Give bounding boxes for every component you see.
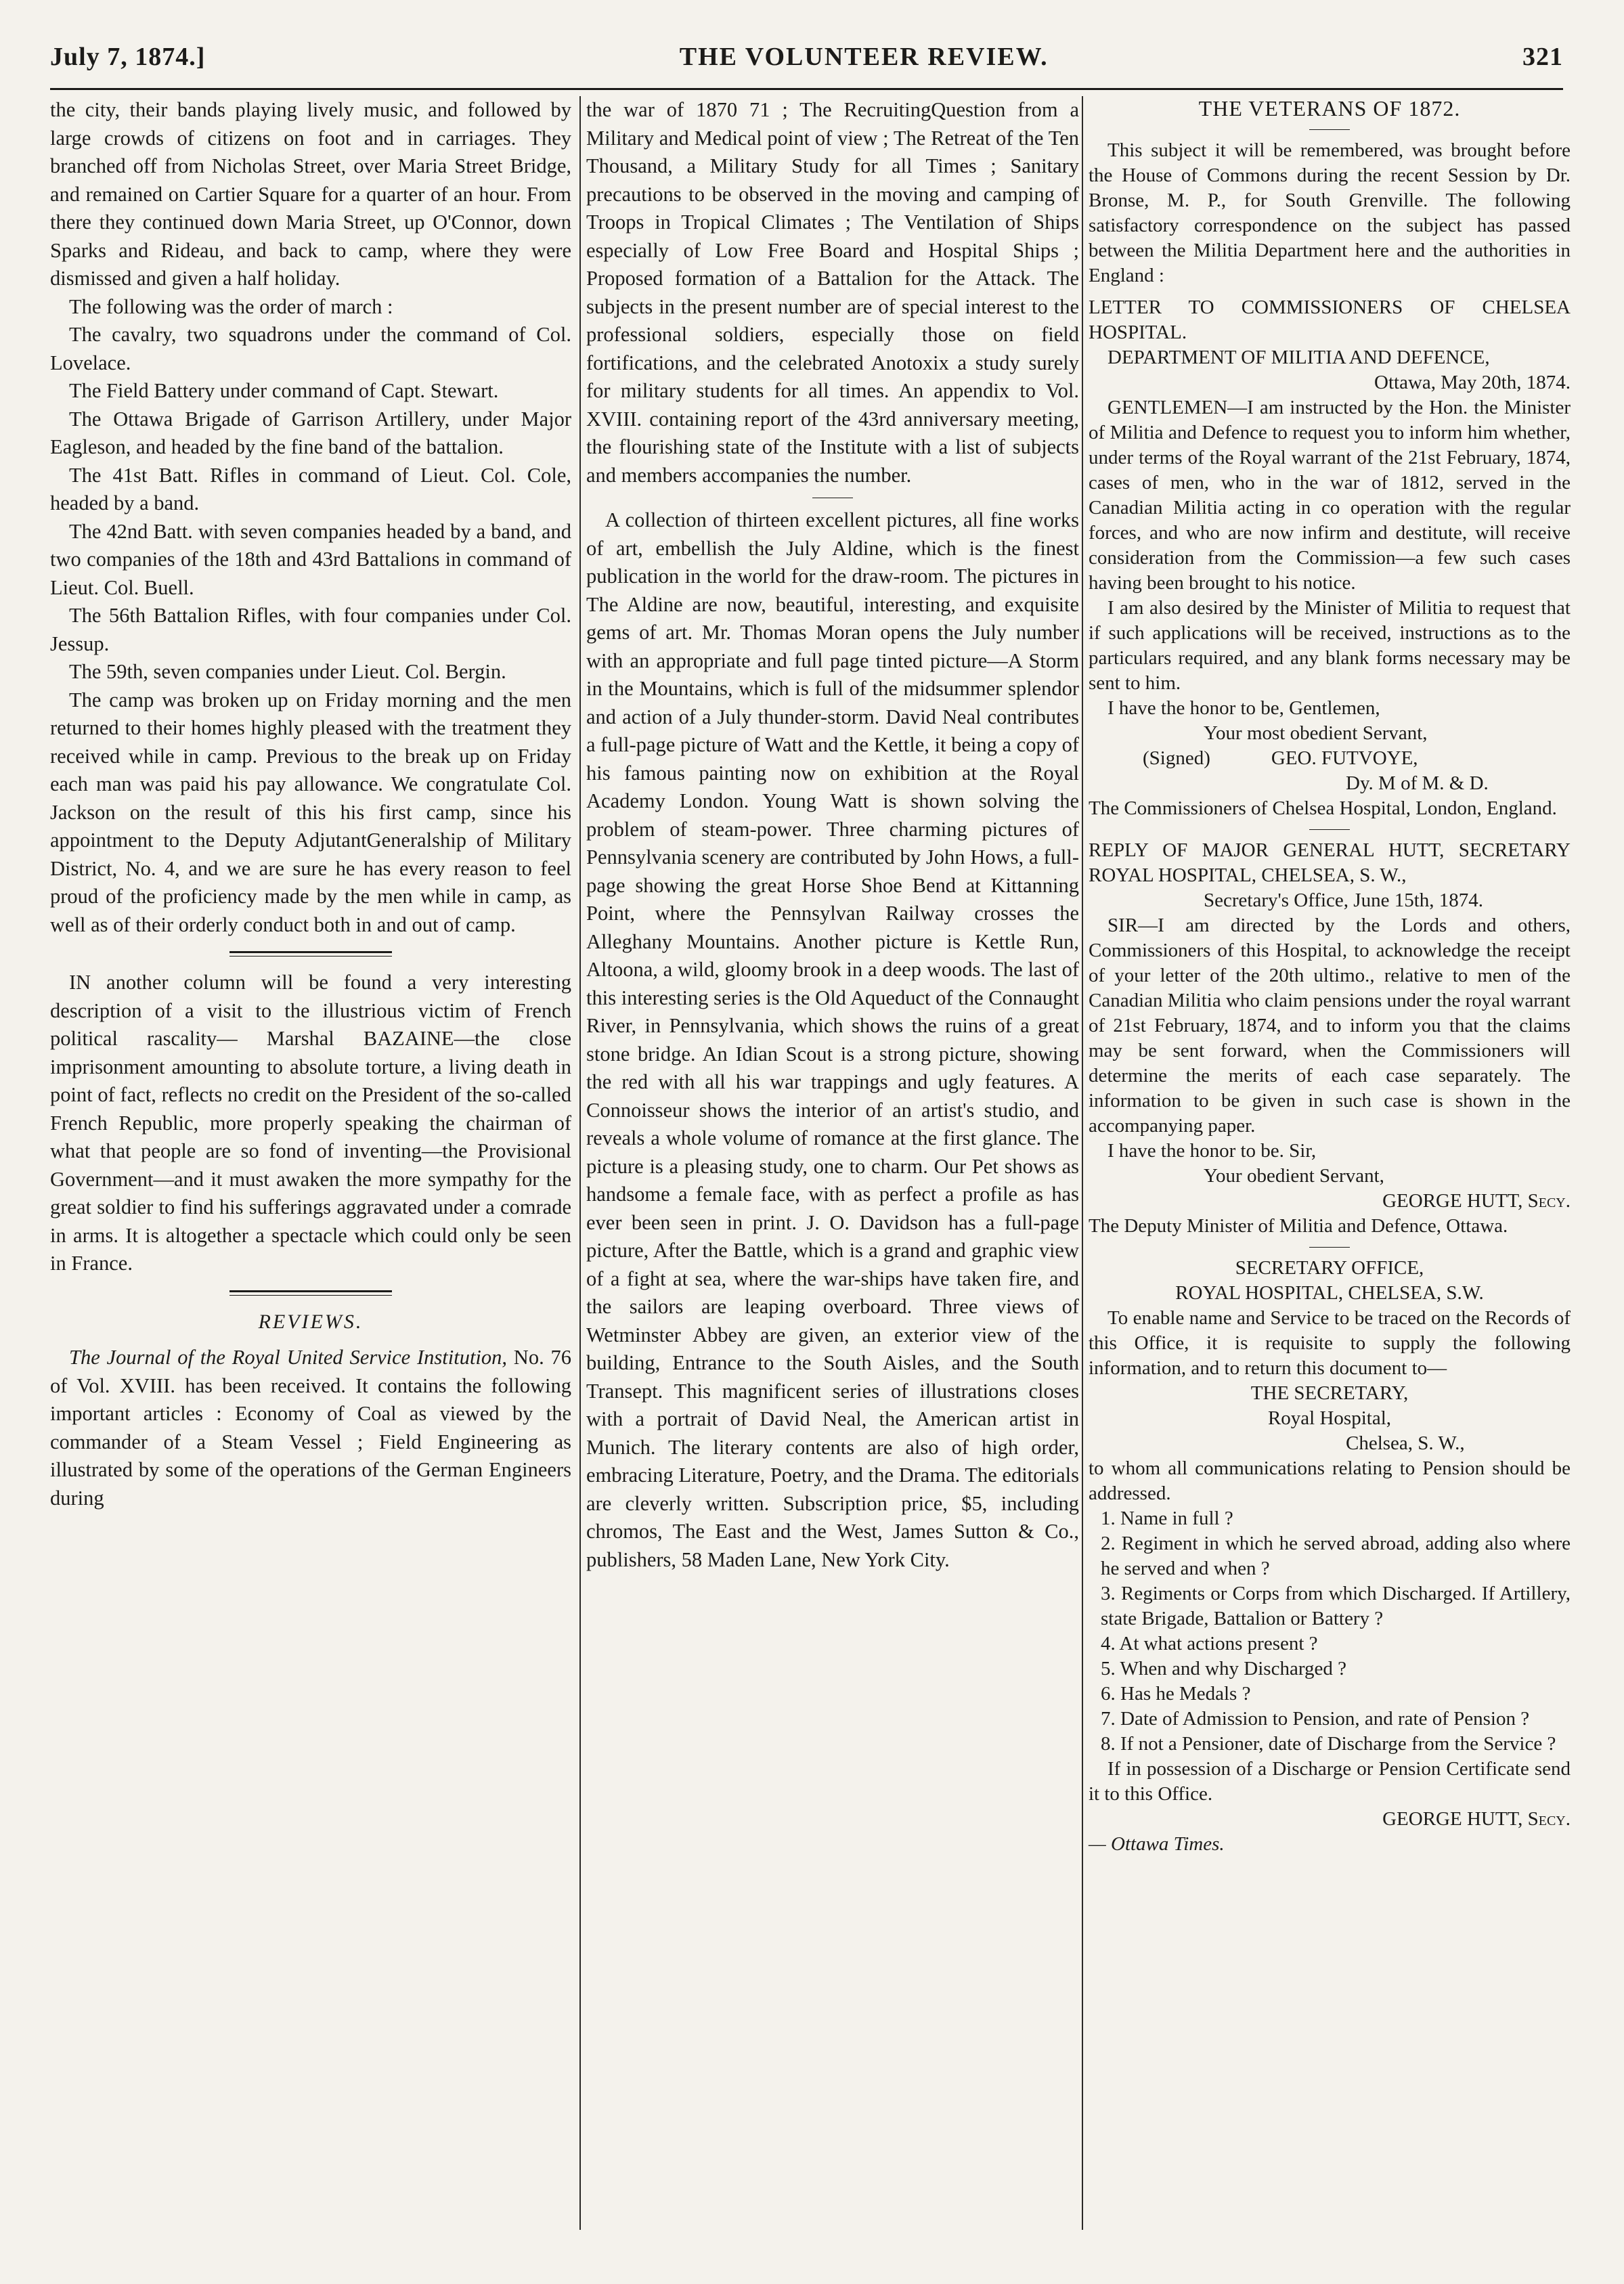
- issue-date: July 7, 1874.]: [50, 43, 206, 71]
- column-3: [1089, 96, 1571, 2257]
- short-rule: [1309, 129, 1350, 130]
- column-rule-2: [1082, 96, 1083, 2230]
- page-number: 321: [1522, 43, 1563, 71]
- short-rule: [1309, 829, 1350, 830]
- march-item: The Field Battery under command of Capt. Stewart.: [69, 379, 499, 402]
- enable-paragraph: To enable name and Service to be traced on the Records of this Office, it is requisite to supply the following information, and to return this document to—: [1089, 1307, 1571, 1379]
- veterans-intro: This subject it will be remembered, was brought before the House of Commons during the recent Session by Dr. Bronse, M. P., for South Grenville. The following satisfactory correspondence on the subject has passed between the Militia Department here and the authorities in England :: [1089, 139, 1571, 286]
- reply-closing-2: Your obedient Servant,: [1204, 1165, 1384, 1187]
- journal-title: The Journal of the Royal United Service Institution,: [69, 1346, 508, 1369]
- march-item: The 42nd Batt. with seven companies headed by a band, and two companies of the 18th and 43rd Battalions in command of Lieut. Col. Buell.: [50, 519, 571, 599]
- journal-review-text: No. 76 of Vol. XVIII. has been received. It contains the following important articles : Economy of Coal as viewed by the commander of a Steam Vessel ; Field Engineering as illustrated by some of the operations of the German Engineers during: [50, 1346, 571, 1510]
- reply-closing-1: I have the honor to be. Sir,: [1107, 1140, 1317, 1162]
- question-item: 6. Has he Medals ?: [1101, 1683, 1251, 1705]
- letter-body-1: GENTLEMEN—I am instructed by the Hon. the Minister of Militia and Defence to request you to inform him whether, under terms of the Royal warrant of the 21st February, 1874, cases of men, who in the war of 1812, served in the Canadian Militia acting in co operation with the regular forces, and who are now infirm and destitute, will receive consideration from the Commission—a few such cases having been brought to his notice.: [1089, 397, 1571, 594]
- header-rule: [50, 88, 1563, 90]
- letter-closing-2: Your most obedient Servant,: [1204, 722, 1428, 744]
- department-line: DEPARTMENT OF MILITIA AND DEFENCE,: [1107, 347, 1490, 368]
- final-signer: GEORGE HUTT, Secy.: [1382, 1808, 1571, 1830]
- reply-date: Secretary's Office, June 15th, 1874.: [1204, 890, 1483, 911]
- march-item: The 41st Batt. Rifles in command of Lieut. Col. Cole, headed by a band.: [50, 463, 571, 514]
- letter-date: Ottawa, May 20th, 1874.: [1374, 372, 1571, 393]
- parade-paragraph: the city, their bands playing lively music, and followed by large crowds of citizens on foot and in carriages. They branched off from Nicholas Street, over Maria Street Bridge, and remained on Cartier Square for a quarter of an hour. From there they continued down Maria Street, up O'Connor, down Sparks and Rideau, and back to camp, where they were dismissed and given a half holiday.: [50, 98, 571, 290]
- secretary-line-1: THE SECRETARY,: [1250, 1382, 1409, 1404]
- question-item: 3. Regiments or Corps from which Discharged. If Artillery, state Brigade, Battalion or Battery ?: [1101, 1583, 1571, 1629]
- march-item: The 56th Battalion Rifles, with four companies under Col. Jessup.: [50, 604, 571, 655]
- letter-closing-1: I have the honor to be, Gentlemen,: [1107, 697, 1380, 719]
- reply-body: SIR—I am directed by the Lords and others, Commissioners of this Hospital, to acknowledge the receipt of your letter of the 20th ultimo., relative to men of the Canadian Militia who claim pensions under the royal warrant of 21st February, 1874, and to inform you that the claims may be sent forward, when the Commissioners will determine the merits of each case separately. The information to be given in such case is shown in the accompanying paper.: [1089, 915, 1571, 1137]
- addressee-2: The Deputy Minister of Militia and Defence, Ottawa.: [1089, 1215, 1508, 1237]
- march-item: The cavalry, two squadrons under the command of Col. Lovelace.: [50, 323, 571, 374]
- bazaine-article: IN another column will be found a very interesting description of a visit to the illustrious victim of French political rascality— Marshal BAZAINE—the close imprisonment amounting to absolute torture, a living death in point of fact, reflects no credit on the President of the so-called French Republic, more properly speaking the chairman of what that people are so fond of inventing—the Provisional Government—and it must awaken the more sympathy for the great soldier to find his sufferings aggravated under a comrade in arms. It is altogether a spectacle which could only be seen in France.: [50, 971, 571, 1275]
- secretary-line-3: Chelsea, S. W.,: [1346, 1432, 1465, 1454]
- column-1: [50, 96, 571, 2257]
- addressee-1: The Commissioners of Chelsea Hospital, London, England.: [1089, 797, 1557, 819]
- question-item: 8. If not a Pensioner, date of Discharge from the Service ?: [1101, 1733, 1556, 1755]
- signer-name: GEO. FUTVOYE,: [1271, 747, 1418, 769]
- office-line-1: SECRETARY OFFICE,: [1235, 1257, 1424, 1279]
- question-item: 5. When and why Discharged ?: [1101, 1658, 1346, 1679]
- signer-title: Dy. M of M. & D.: [1346, 772, 1489, 794]
- letter-signature: [1089, 746, 1571, 771]
- veterans-heading: THE VETERANS OF 1872.: [1198, 96, 1461, 120]
- secretary-line-2: Royal Hospital,: [1267, 1407, 1392, 1429]
- short-rule: [1309, 1247, 1350, 1248]
- reply-signer: GEORGE HUTT, Secy.: [1382, 1190, 1571, 1212]
- question-item: 4. At what actions present ?: [1101, 1633, 1318, 1654]
- letter-body-2: I am also desired by the Minister of Militia to request that if such applications will be received, instructions as to the particulars required, and any blank forms necessary may be sent to him.: [1089, 597, 1571, 694]
- question-item: 2. Regiment in which he served abroad, adding also where he served and when ?: [1101, 1533, 1571, 1579]
- possession-note: If in possession of a Discharge or Pension Certificate send it to this Office.: [1089, 1758, 1571, 1805]
- reply-heading: REPLY OF MAJOR GENERAL HUTT, SECRETARY ROYAL HOSPITAL, CHELSEA, S. W.,: [1089, 839, 1571, 886]
- page-header: [50, 42, 1563, 84]
- reviews-heading: REVIEWS.: [258, 1310, 364, 1333]
- signed-mark: (Signed): [1143, 747, 1210, 769]
- question-item: 7. Date of Admission to Pension, and rate of Pension ?: [1101, 1708, 1530, 1730]
- column-2: [586, 96, 1079, 2257]
- march-item: The 59th, seven companies under Lieut. Col. Bergin.: [69, 660, 506, 683]
- journal-review: [50, 1344, 571, 1512]
- letter-heading: LETTER TO COMMISSIONERS OF CHELSEA HOSPITAL.: [1089, 297, 1571, 343]
- aldine-review: A collection of thirteen excellent pictures, all fine works of art, embellish the July Aldine, which is the finest publication in the world for the draw-room. The pictures in The Aldine are now, beautiful, interesting, and exquisite gems of art. Mr. Thomas Moran opens the July number with an appropriate and full page tinted picture—A Storm in the Mountains, which is full of the midsummer splendor and action of a July thunder-storm. David Neal contributes a full-page picture of Watt and the Kettle, it being a copy of his famous painting now on exhibition at the Royal Academy London. Young Watt is shown solving the problem of steam-power. Three charming pictures of Pennsylvania scenery are contributed by John Hows, a full-page showing the great Horse Shoe Bend at Kittanning Point, where the Pennsylvan Railway crosses the Alleghany Mountains. Another picture is Kettle Run, Altoona, a wild, gloomy brook in a deep woods. The last of this interesting series is the Old Aqueduct of the Connaught River, in Pennsylvania, which shows the ruins of a great stone bridge. An Idian Scout is a strong picture, showing the red with all his war trappings and ugly features. A Connoisseur shows the interior of an artist's studio, and reveals a whole volume of romance at the first glance. The picture is a pleasing study, one to charm. Our Pet shows as handsome a female face, with as perfect a profile as has ever been seen in print. J. O. Davidson has a full-page picture, After the Battle, which is a grand and graphic view of a fight at sea, where the war-ships have taken fire, and the sailors are leaping overboard. Three views of Wetminster Abbey are given, an exterior view of the building, Entrance to the South Aisles, and the South Transept. This magnificent series of illustrations closes with a portrait of David Neal, the American artist in Munich. The literary contents are also of high order, embracing Literature, Poetry, and the Drama. The editorials are cleverly written. Subscription price, $5, including chromos, The East and the West, James Sutton & Co., publishers, 58 Maden Lane, New York City.: [586, 508, 1079, 1571]
- section-separator: [229, 1290, 392, 1296]
- column-rule-1: [579, 96, 581, 2230]
- masthead-title: THE VOLUNTEER REVIEW.: [679, 43, 1049, 71]
- pension-address-note: to whom all communications relating to Pension should be addressed.: [1089, 1457, 1571, 1504]
- order-of-march-intro: The following was the order of march :: [69, 294, 393, 318]
- question-item: 1. Name in full ?: [1101, 1508, 1233, 1529]
- question-list: [1089, 1506, 1571, 1757]
- camp-paragraph: The camp was broken up on Friday morning and the men returned to their homes highly pleased with the treatment they received while in camp. Previous to the break up on Friday each man was paid his pay allowance. We congratulate Col. Jackson on the result of this his first camp, since his appointment to the Deputy AdjutantGeneralship of Military District, No. 4, and we are sure he has every reason to feel proud of the proficiency made by the men while in camp, as well as of their orderly conduct both in and out of camp.: [50, 688, 571, 936]
- office-line-2: ROYAL HOSPITAL, CHELSEA, S.W.: [1175, 1282, 1484, 1304]
- march-item: The Ottawa Brigade of Garrison Artillery, under Major Eagleson, and headed by the fine band of the battalion.: [50, 407, 571, 458]
- section-separator: [229, 951, 392, 957]
- source-credit: — Ottawa Times.: [1089, 1833, 1225, 1855]
- journal-review-continued: the war of 1870 71 ; The RecruitingQuestion from a Military and Medical point of view ; The Retreat of the Ten Thousand, a Military Study for all Times ; Sanitary precautions to be observed in the moving and camping of Troops in Tropical Climates ; The Ventilation of Ships especially of Low Free Board and Hospital Ships ; Proposed formation of a Battalion for the Attack. The subjects in the present number are of special interest to the professional soldiers, especially those on field fortifications, and the celebrated Anotoxix a study surely for military students for all times. An appendix to Vol. XVIII. containing report of the 43rd anniversary meeting, the flourishing state of the Institute with a list of subjects and members accompanies the number.: [586, 98, 1079, 487]
